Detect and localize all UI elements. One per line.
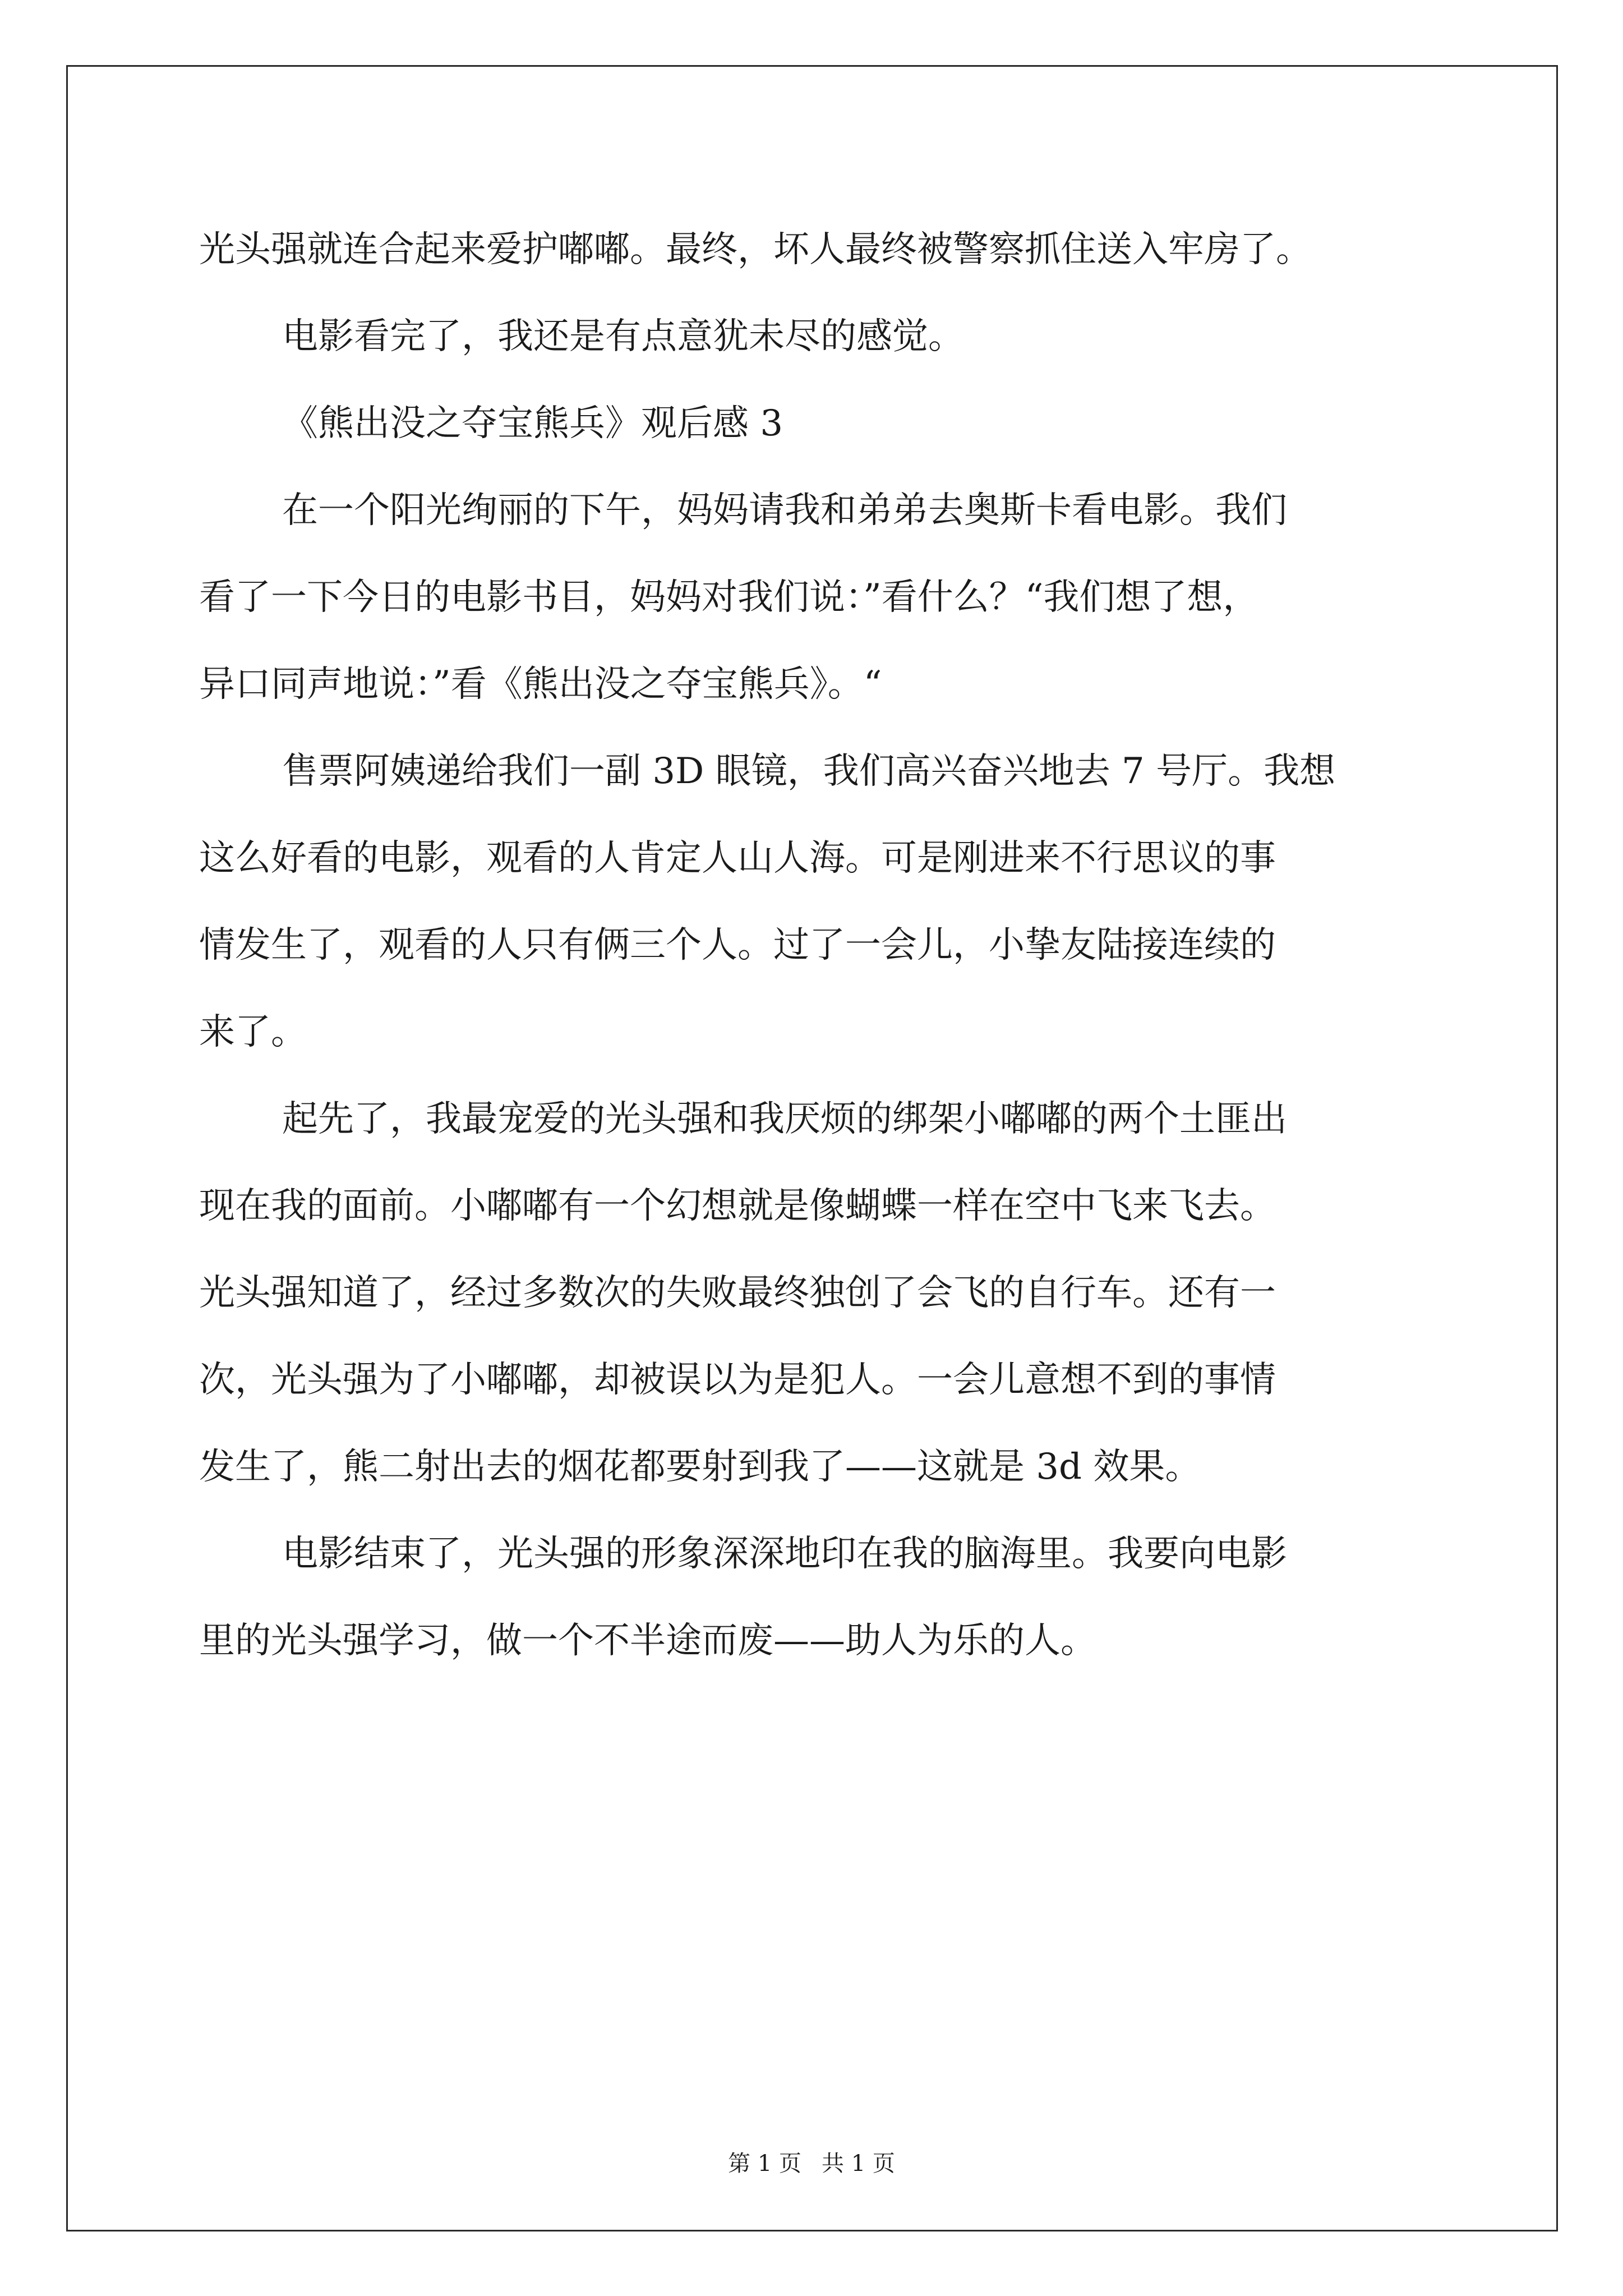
text-line: 发生了，熊二射出去的烟花都要射到我了——这就是 3d 效果。 (199, 1446, 1201, 1488)
text-line: 售票阿姨递给我们一副 3D 眼镜，我们高兴奋兴地去 7 号厅。我想 (282, 751, 1336, 792)
text-line: 电影看完了，我还是有点意犹未尽的感觉。 (282, 316, 964, 357)
text-line: 起先了，我最宠爱的光头强和我厌烦的绑架小嘟嘟的两个土匪出 (282, 1098, 1287, 1140)
text-line: 看了一下今日的电影书目，妈妈对我们说：”看什么？“我们想了想， (199, 577, 1259, 618)
text-line: 来了。 (199, 1011, 307, 1053)
text-line: 电影结束了，光头强的形象深深地印在我的脑海里。我要向电影 (282, 1533, 1287, 1575)
text-line: 在一个阳光绚丽的下午，妈妈请我和弟弟去奥斯卡看电影。我们 (282, 490, 1287, 531)
text-line: 次，光头强为了小嘟嘟，却被误以为是犯人。一会儿意想不到的事情 (199, 1359, 1276, 1401)
text-line: 情发生了，观看的人只有俩三个人。过了一会儿，小挚友陆接连续的 (199, 924, 1276, 966)
page-border (66, 65, 1558, 2231)
text-line: 这么好看的电影，观看的人肯定人山人海。可是刚进来不行思议的事 (199, 838, 1276, 879)
page-footer (0, 2150, 1623, 2178)
text-line: 光头强就连合起来爱护嘟嘟。最终，坏人最终被警察抓住送入牢房了。 (199, 229, 1312, 270)
text-line: 异口同声地说：”看《熊出没之夺宝熊兵》。“ (199, 664, 882, 705)
page-number: 第 1 页 (728, 2151, 801, 2177)
section-title: 《熊出没之夺宝熊兵》观后感 3 (282, 403, 783, 444)
text-line: 里的光头强学习，做一个不半途而废——助人为乐的人。 (199, 1620, 1096, 1662)
page-total: 共 1 页 (822, 2151, 895, 2177)
text-line: 现在我的面前。小嘟嘟有一个幻想就是像蝴蝶一样在空中飞来飞去。 (199, 1185, 1276, 1227)
text-line: 光头强知道了，经过多数次的失败最终独创了会飞的自行车。还有一 (199, 1272, 1276, 1314)
